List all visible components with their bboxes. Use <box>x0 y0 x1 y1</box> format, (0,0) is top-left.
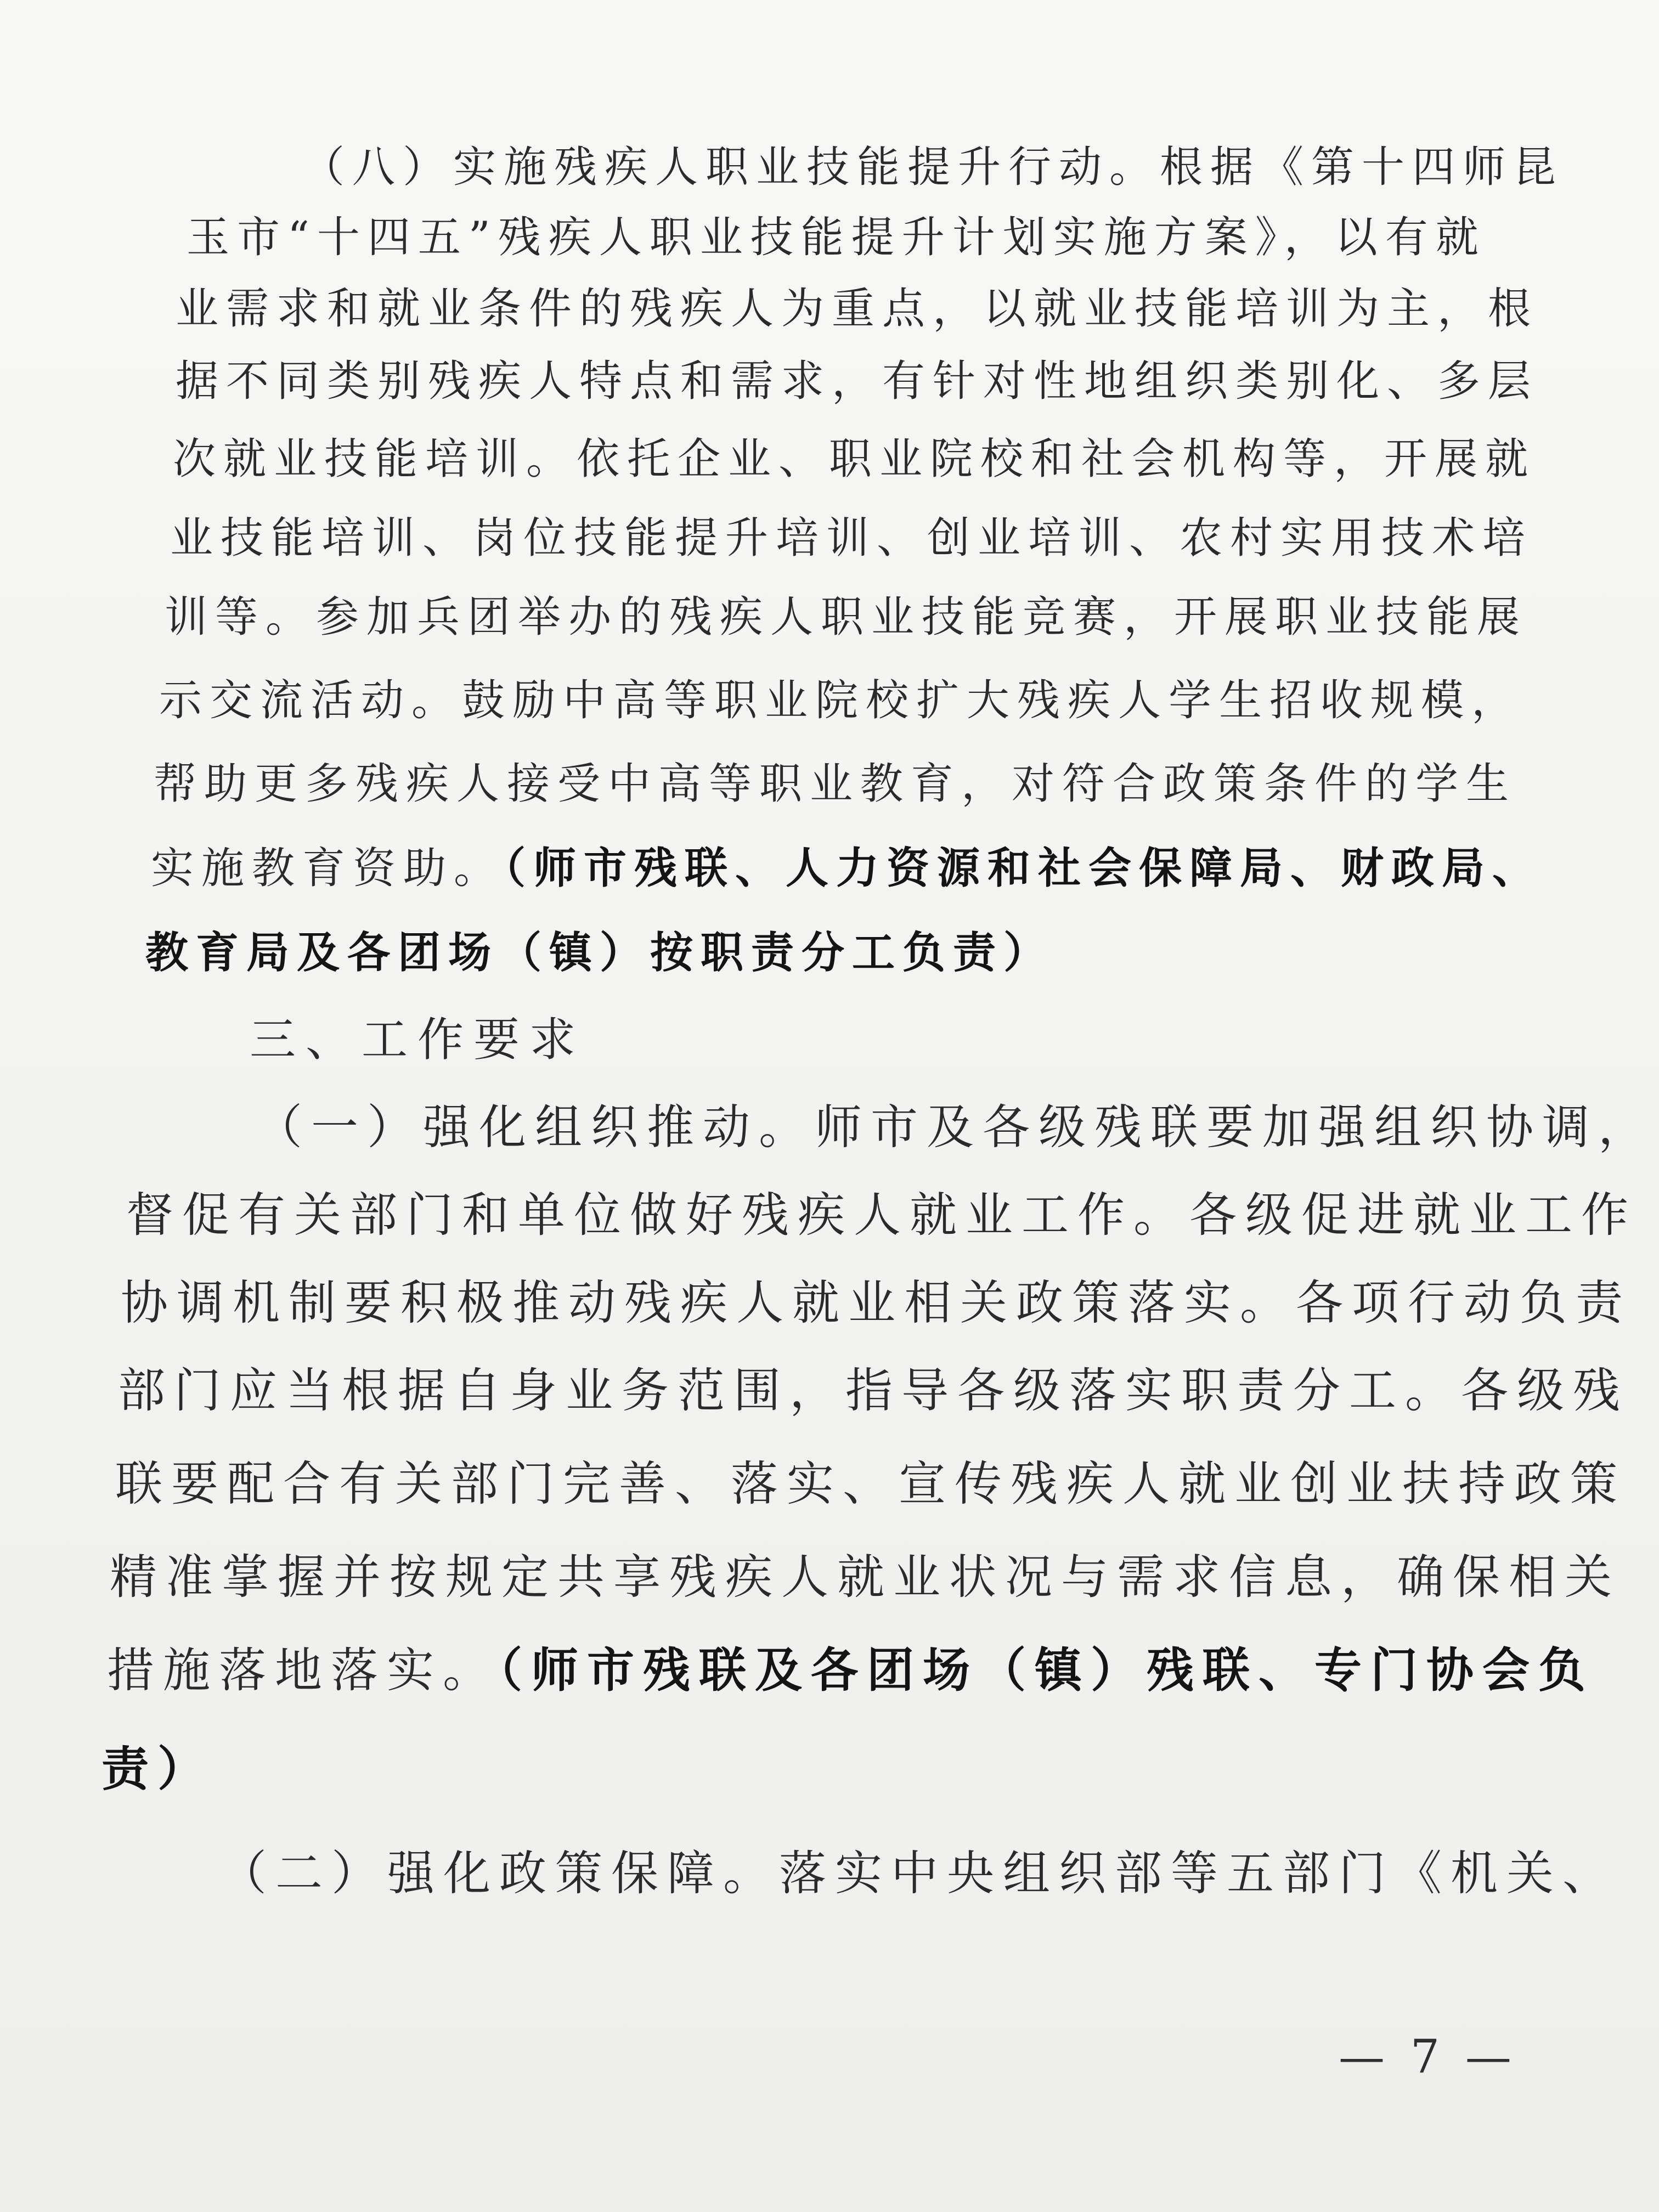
item-1-responsible-parties: （师市残联及各团场（镇）残联、专门协会负 <box>499 1643 1594 1698</box>
paragraph-8-line-4: 据不同类别残疾人特点和需求，有针对性地组织类别化、多层 <box>176 357 1539 406</box>
item-1-line-2: 督促有关部门和单位做好残疾人就业工作。各级促进就业工作 <box>126 1188 1637 1243</box>
paragraph-8-responsible-parties: （师市残联、人力资源和社会保障局、财政局、 <box>504 844 1543 893</box>
paragraph-8-line-9: 帮助更多残疾人接受中高等职业教育，对符合政策条件的学生 <box>154 759 1517 809</box>
paragraph-8-responsible-parties-cont: 教育局及各团场（镇）按职责分工负责） <box>145 928 1054 978</box>
paragraph-8-line-2: 玉市“十四五”残疾人职业技能提升计划实施方案》，以有就 <box>187 213 1486 262</box>
paragraph-8-line-8: 示交流活动。鼓励中高等职业院校扩大残疾人学生招收规模， <box>159 676 1522 725</box>
paragraph-8-line-3: 业需求和就业条件的残疾人为重点，以就业技能培训为主，根 <box>176 284 1539 334</box>
item-1-responsible-parties-tail: 责） <box>101 1742 213 1797</box>
item-1-line-3: 协调机制要积极推动残疾人就业相关政策落实。各项行动负责 <box>121 1276 1632 1330</box>
item-1-line-7-text: 措施落地落实。 <box>107 1643 499 1698</box>
paragraph-8-line-10 <box>151 838 1543 899</box>
paragraph-8-line-6: 业技能培训、岗位技能提升培训、创业培训、农村实用技术培 <box>170 514 1533 563</box>
item-2-line-1: （二）强化政策保障。落实中央组织部等五部门《机关、 <box>219 1846 1618 1901</box>
item-1-line-1: （一）强化组织推动。师市及各级残联要加强组织协调， <box>255 1100 1654 1155</box>
item-1-line-6: 精准掌握并按规定共享残疾人就业状况与需求信息，确保相关 <box>110 1550 1621 1605</box>
paragraph-8-line-1: （八）实施残疾人职业技能提升行动。根据《第十四师昆 <box>302 143 1564 192</box>
item-1-line-5: 联要配合有关部门完善、落实、宣传残疾人就业创业扶持政策 <box>115 1457 1626 1511</box>
item-1-line-4: 部门应当根据自身业务范围，指导各级落实职责分工。各级残 <box>118 1363 1629 1418</box>
paragraph-8-line-5: 次就业技能培训。依托企业、职业院校和社会机构等，开展就 <box>173 435 1536 484</box>
section-3-heading: 三、工作要求 <box>250 1013 586 1066</box>
item-1-line-7 <box>107 1640 1594 1701</box>
page-number: — 7 — <box>1339 2030 1517 2084</box>
paragraph-8-line-10-text: 实施教育资助。 <box>151 844 505 893</box>
paragraph-8-line-7: 训等。参加兵团举办的残疾人职业技能竞赛，开展职业技能展 <box>165 592 1528 642</box>
